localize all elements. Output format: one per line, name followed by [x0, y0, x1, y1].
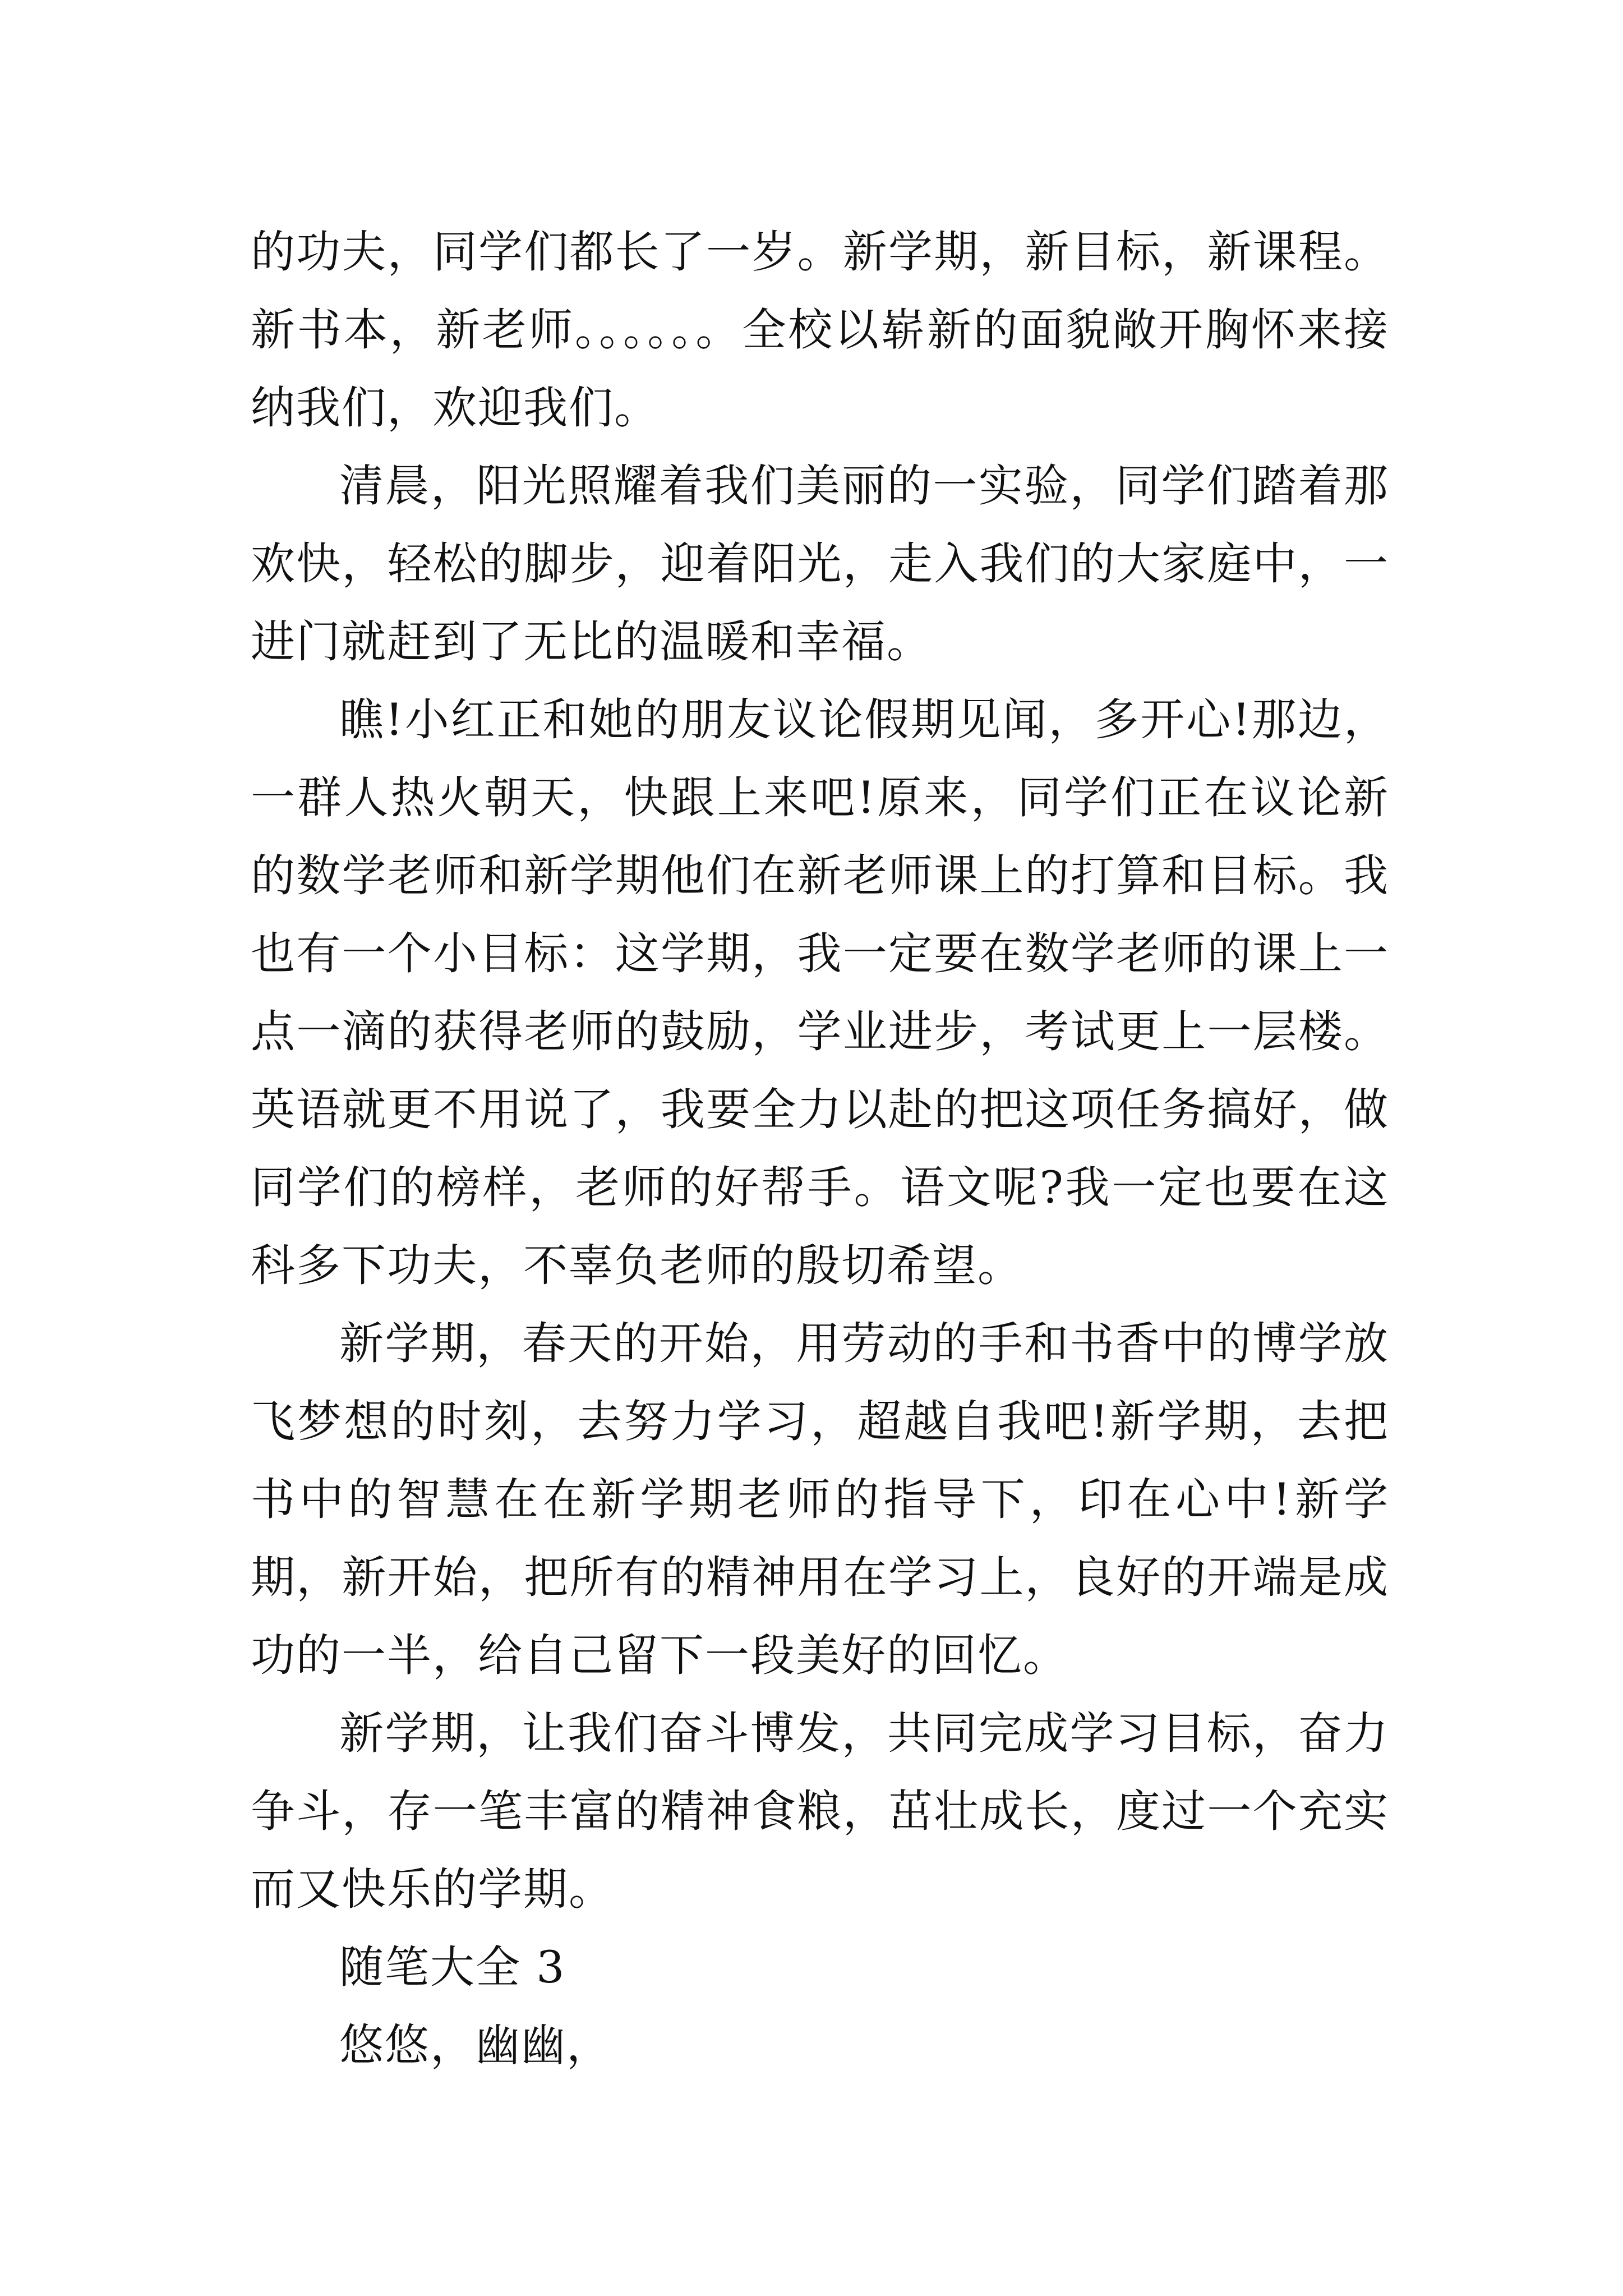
paragraph-2: 清晨，阳光照耀着我们美丽的一实验，同学们踏着那欢快，轻松的脚步，迎着阳光，走入我们的大家庭中，一进门就赶到了无比的温暖和幸福。	[251, 460, 1389, 668]
paragraph-5: 新学期，让我们奋斗博发，共同完成学习目标，奋力争斗，存一笔丰富的精神食粮，茁壮成长，度过一个充实而又快乐的学期。	[251, 1708, 1389, 1915]
section-heading: 随笔大全 3	[339, 1941, 566, 1993]
paragraph-4: 新学期，春天的开始，用劳动的手和书香中的博学放飞梦想的时刻，去努力学习，超越自我吧!新学期，去把书中的智慧在在新学期老师的指导下，印在心中!新学期，新开始，把所有的精神用在学习上，良好的开端是成功的一半，给自己留下一段美好的回忆。	[251, 1318, 1389, 1681]
closing-line: 悠悠，幽幽，	[339, 2019, 612, 2071]
paragraph-1: 的功夫，同学们都长了一岁。新学期，新目标，新课程。新书本，新老师。。。。。。全校以崭新的面貌敞开胸怀来接纳我们，欢迎我们。	[251, 226, 1389, 434]
document-body	[251, 213, 1389, 2085]
paragraph-3: 瞧!小红正和她的朋友议论假期见闻，多开心!那边，一群人热火朝天，快跟上来吧!原来，同学们正在议论新的数学老师和新学期他们在新老师课上的打算和目标。我也有一个小目标：这学期，我一定要在数学老师的课上一点一滴的获得老师的鼓励，学业进步，考试更上一层楼。英语就更不用说了，我要全力以赴的把这项任务搞好，做同学们的榜样，老师的好帮手。语文呢?我一定也要在这科多下功夫，不辜负老师的殷切希望。	[251, 694, 1389, 1291]
